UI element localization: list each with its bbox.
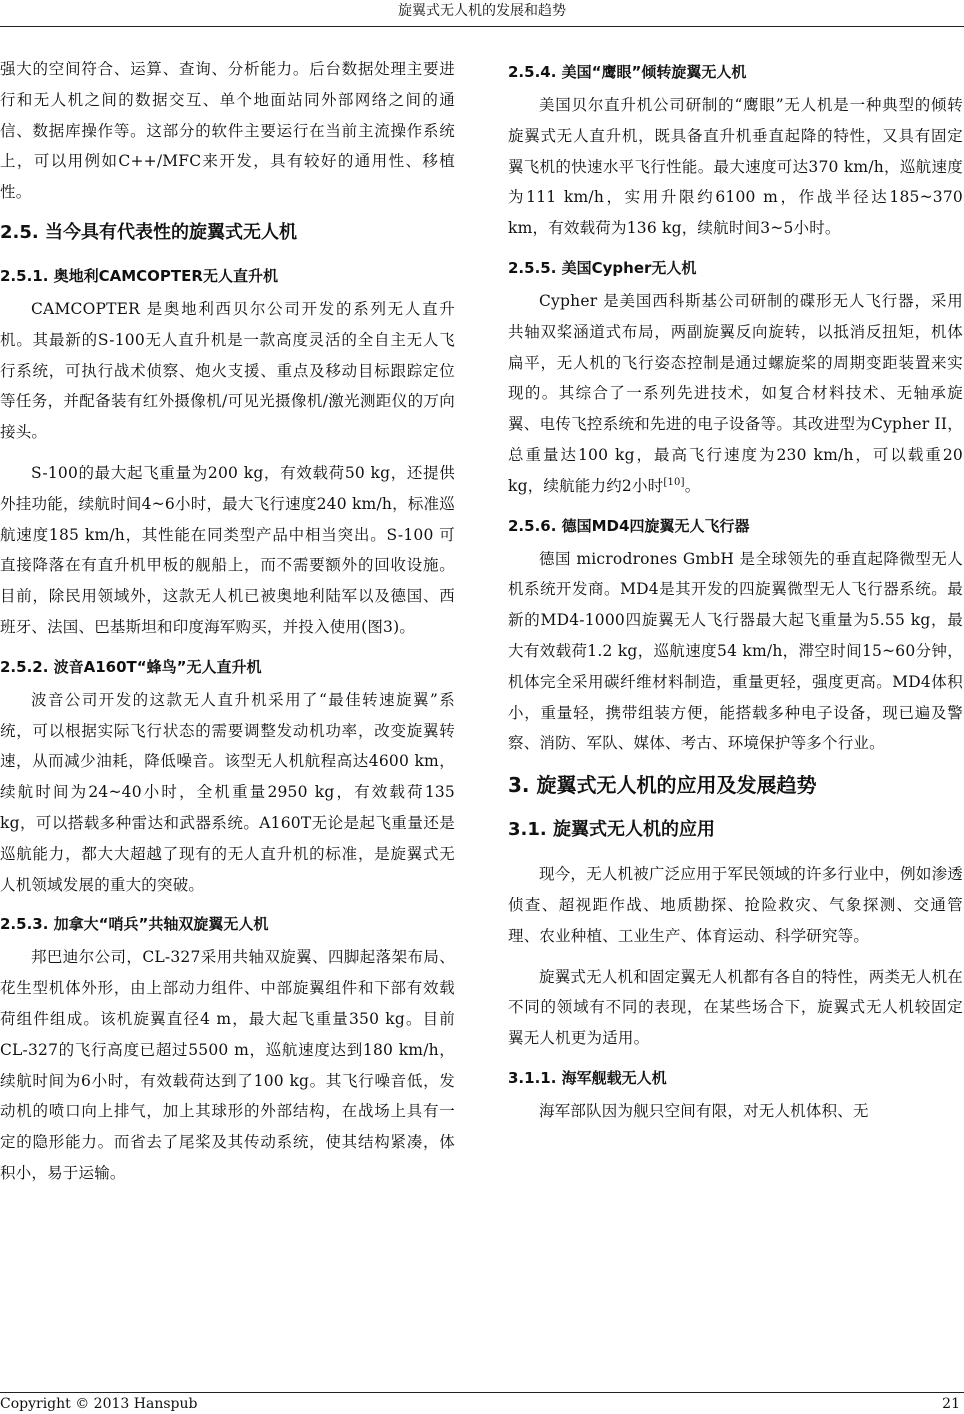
subsection-heading-2-5-2: 2.5.2. 波音A160T“蜂鸟”无人直升机 — [0, 657, 262, 676]
section-heading-2-5: 2.5. 当今具有代表性的旋翼式无人机 — [0, 221, 297, 243]
footer-rule — [0, 1392, 964, 1393]
running-header: 旋翼式无人机的发展和趋势 — [398, 3, 566, 19]
subsection-heading-2-5-1: 2.5.1. 奥地利CAMCOPTER无人直升机 — [0, 266, 278, 285]
paragraph-s100-specs: S-100的最大起飞重量为200 kg，有效载荷50 kg，还提供外挂功能，续航时间4~6小时，最大飞行速度240 km/h，标准巡航速度185 km/h，其性能在同类型产品中相当突出。S-100 可直接降落在有直升机甲板的舰船上，而不需要额外的回收设施。目前，除民用领域外，这款无人机已被奥地利陆军以及德国、西班牙、法国、巴基斯坦和印度海军购买，并投入使用(图3)。 — [0, 463, 455, 636]
paragraph-camcopter-intro: CAMCOPTER 是奥地利西贝尔公司开发的系列无人直升机。其最新的S-100无人直升机是一款高度灵活的全自主无人飞行系统，可执行战术侦察、炮火支援、重点及移动目标跟踪定位等任务，并配备装有红外摄像机/可见光摄像机/激光测距仪的万向接头。 — [0, 299, 455, 442]
left-column — [0, 54, 455, 1199]
page-number: 21 — [942, 1396, 960, 1412]
paragraph-continuation: 强大的空间符合、运算、查询、分析能力。后台数据处理主要进行和无人机之间的数据交互、单个地面站同外部网络之间的通信、数据库操作等。这部分的软件主要运行在当前主流操作系统上，可以用例如C++/MFC来开发，具有较好的通用性、移植性。 — [0, 60, 455, 202]
section-heading-3-1: 3.1. 旋翼式无人机的应用 — [508, 819, 715, 841]
cypher-text-end: 。 — [684, 476, 701, 495]
paragraph-md4: 德国 microdrones GmbH 是全球领先的垂直起降微型无人机系统开发商。MD4是其开发的四旋翼微型无人飞行器系统。最新的MD4-1000四旋翼无人飞行器最大起飞重量为5.55 kg，最大有效载荷1.2 kg，巡航速度54 km/h，滞空时间15~60分钟，机体完全采用碳纤维材料制造，重量更轻，强度更高。MD4体积小，重量轻，携带组装方便，能搭载多种电子设备，现已遍及警察、消防、军队、媒体、考古、环境保护等多个行业。 — [508, 549, 963, 753]
right-column — [508, 54, 963, 1137]
paragraph-cl327: 邦巴迪尔公司，CL-327采用共轴双旋翼、四脚起落架布局、花生型机体外形，由上部动力组件、中部旋翼组件和下部有效载荷组件组成。该机旋翼直径4 m，最大起飞重量350 kg。目前CL-327的飞行高度已超过5500 m，巡航速度达到180 km/h，续航时间为6小时，有效载荷达到了100 kg。其飞行噪音低，发动机的喷口向上排气，加上其球形的外部结构，在战场上具有一定的隐形能力。而省去了尾桨及其传动系统，使其结构紧凑，体积小，易于运输。 — [0, 948, 455, 1182]
subsection-heading-2-5-4: 2.5.4. 美国“鹰眼”倾转旋翼无人机 — [508, 63, 747, 81]
subsection-heading-2-5-5: 2.5.5. 美国Cypher无人机 — [508, 258, 697, 277]
copyright-notice: Copyright © 2013 Hanspub — [0, 1396, 198, 1412]
subsection-heading-2-5-6: 2.5.6. 德国MD4四旋翼无人飞行器 — [508, 516, 750, 535]
paragraph-applications: 现今，无人机被广泛应用于军民领域的许多行业中，例如渗透侦查、超视距作战、地质勘探、抢险救灾、气象探测、交通管理、农业种植、工业生产、体育运动、科学研究等。 — [508, 865, 963, 945]
subsection-heading-3-1-1: 3.1.1. 海军舰载无人机 — [508, 1068, 667, 1087]
citation-ref[interactable]: [10] — [663, 476, 685, 488]
paragraph-cypher — [508, 286, 963, 502]
header-rule — [0, 26, 964, 27]
paragraph-comparison: 旋翼式无人机和固定翼无人机都有各自的特性，两类无人机在不同的领域有不同的表现，在某些场合下，旋翼式无人机较固定翼无人机更为适用。 — [508, 967, 963, 1048]
paragraph-a160t: 波音公司开发的这款无人直升机采用了“最佳转速旋翼”系统，可以根据实际飞行状态的需要调整发动机功率，改变旋翼转速，从而减少油耗，降低噪音。该型无人机航程高达4600 km，续航时间为24~40小时，全机重量2950 kg，有效载荷135 kg，可以搭载多种雷达和武器系统。A160T无论是起飞重量还是巡航能力，都大大超越了现有的无人直升机的标准，是旋翼式无人机领域发展的重大的突破。 — [0, 690, 455, 894]
paragraph-eagle-eye: 美国贝尔直升机公司研制的“鹰眼”无人机是一种典型的倾转旋翼式无人直升机，既具备直升机垂直起降的特性，又具有固定翼飞机的快速水平飞行性能。最大速度可达370 km/h，巡航速度为111 km/h，实用升限约6100 m，作战半径达185~370 km，有效载荷为136 kg，续航时间3~5小时。 — [508, 96, 963, 238]
subsection-heading-2-5-3: 2.5.3. 加拿大“哨兵”共轴双旋翼无人机 — [0, 915, 269, 934]
cypher-text: Cypher 是美国西科斯基公司研制的碟形无人飞行器，采用共轴双桨涵道式布局，两副旋翼反向旋转，以抵消反扭矩，机体扁平，无人机的飞行姿态控制是通过螺旋桨的周期变距装置来实现的。其综合了一系列先进技术，如复合材料技术、无轴承旋翼、电传飞控系统和先进的电子设备等。其改进型为Cypher II，总重量达100 kg，最高飞行速度为230 km/h，可以载重20 kg，续航能力约2小时 — [508, 291, 963, 495]
section-heading-3: 3. 旋翼式无人机的应用及发展趋势 — [508, 773, 817, 798]
paragraph-naval: 海军部队因为舰只空间有限，对无人机体积、无 — [539, 1101, 869, 1120]
